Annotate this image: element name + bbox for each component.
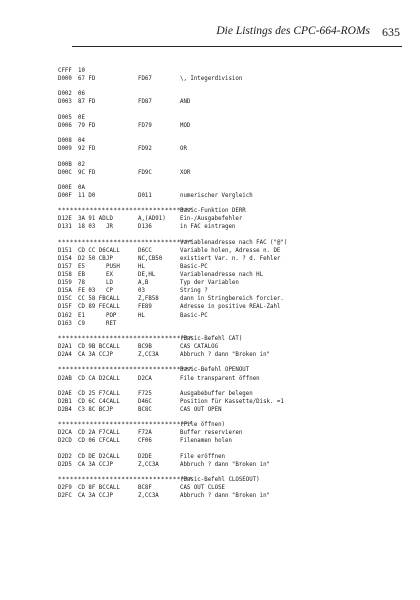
comment: File eröffnen: [180, 453, 226, 460]
listing-row: [58, 271, 403, 279]
address: D2AB: [58, 375, 72, 382]
operand: D2CA: [138, 375, 152, 382]
listing-row: [58, 375, 403, 383]
comment: Variablenadresse nach HL: [180, 272, 264, 279]
separator-stars: **********************************: [58, 477, 193, 484]
address: D00E: [58, 184, 72, 191]
address: D15F: [58, 304, 72, 311]
opcode-bytes: CA 3A CC: [78, 461, 106, 468]
mnemonic: CALL: [106, 453, 120, 460]
separator-stars: **********************************: [58, 367, 193, 374]
listing-blank-line: [58, 446, 403, 453]
listing-row: [58, 279, 403, 287]
opcode-bytes: 67 FD: [78, 76, 96, 83]
mnemonic: JP: [106, 406, 113, 413]
mnemonic: CALL: [106, 398, 120, 405]
operand: BC9B: [138, 344, 152, 351]
mnemonic: CALL: [106, 390, 120, 397]
page-number: 635: [382, 25, 400, 39]
mnemonic: LD: [106, 280, 113, 287]
operand: D2DE: [138, 453, 152, 460]
opcode-bytes: C3 8C BC: [78, 406, 106, 413]
mnemonic: JP: [106, 255, 113, 262]
address: D2FC: [58, 493, 72, 500]
opcode-bytes: CD CC D6: [78, 247, 106, 254]
operand: HL: [138, 264, 145, 270]
operand: D6CC: [138, 247, 152, 254]
opcode-bytes: CD 9B BC: [78, 344, 106, 351]
mnemonic: CALL: [106, 438, 120, 445]
mnemonic: RET: [106, 320, 117, 327]
separator-stars: **********************************: [58, 422, 193, 429]
opcode-bytes: CD 6C C4: [78, 398, 106, 405]
listing-section-header: [58, 421, 403, 429]
address: D15C: [58, 296, 72, 303]
operand: A,B: [138, 280, 149, 287]
listing-row: [58, 429, 403, 437]
operand: Z,CC3A: [138, 493, 159, 500]
listing-row: [58, 122, 403, 130]
listing-row: [58, 75, 403, 83]
opcode-bytes: 3A 91 AD: [78, 216, 106, 223]
address: D2F9: [58, 485, 72, 492]
mnemonic: JP: [106, 493, 113, 500]
comment: Position für Kassette/Disk. =1: [180, 398, 284, 405]
comment: OR: [180, 146, 187, 153]
address: D15A: [58, 288, 72, 295]
listing-row: [58, 390, 403, 398]
listing-row: [58, 263, 403, 271]
comment: dann in Stringbereich forcier.: [180, 296, 284, 303]
comment: \, Integerdivision: [180, 76, 243, 83]
mnemonic: CALL: [106, 344, 120, 351]
comment: File transparent öffnen: [180, 375, 260, 382]
opcode-bytes: 06: [78, 91, 85, 98]
operand: Z,FB58: [138, 296, 159, 303]
listing-blank-line: [58, 232, 403, 239]
mnemonic: POP: [106, 312, 117, 319]
listing-blank-line: [58, 153, 403, 160]
address: D002: [58, 91, 72, 98]
address: D2CA: [58, 430, 72, 437]
listing-row: [58, 343, 403, 351]
listing-row: [58, 437, 403, 445]
opcode-bytes: 04: [78, 138, 85, 145]
opcode-bytes: 10: [78, 68, 85, 74]
listing-blank-line: [58, 383, 403, 390]
address: D008: [58, 138, 72, 145]
comment: Filenamen holen: [180, 438, 232, 445]
opcode-bytes: 0E: [78, 114, 85, 121]
mnemonic: CALL: [106, 304, 120, 311]
listing-row: [58, 184, 403, 192]
comment: XOR: [180, 169, 191, 176]
comment: numerischer Vergleich: [180, 192, 253, 199]
listing-section-header: [58, 476, 403, 484]
mnemonic: JP: [106, 461, 113, 468]
listing-row: [58, 223, 403, 231]
comment: Ein-/Ausgabefehler: [180, 216, 243, 223]
page-header: [0, 25, 400, 41]
operand: 03: [138, 288, 145, 295]
listing-row: [58, 320, 403, 328]
listing-row: [58, 287, 403, 295]
listing-section-header: [58, 335, 403, 343]
mnemonic: CALL: [106, 247, 120, 254]
operand: BC8F: [138, 485, 152, 492]
listing-blank-line: [58, 130, 403, 137]
listing-row: [58, 351, 403, 359]
section-title: Variablenadresse nach FAC ("@"): [180, 239, 288, 246]
address: D157: [58, 264, 72, 270]
separator-stars: **********************************: [58, 239, 193, 246]
listing-row: [58, 295, 403, 303]
operand: A,(AD91): [138, 216, 166, 223]
listing-blank-line: [58, 414, 403, 421]
opcode-bytes: EB: [78, 272, 85, 279]
address: D2B4: [58, 406, 72, 413]
operand: FD87: [138, 99, 152, 106]
listing-row: [58, 484, 403, 492]
listing-row: [58, 453, 403, 461]
comment: Abbruch ? dann "Broken in": [180, 352, 271, 359]
mnemonic: PUSH: [106, 264, 120, 270]
address: D005: [58, 114, 72, 121]
listing-row: [58, 303, 403, 311]
opcode-bytes: 0A: [78, 184, 85, 191]
listing-blank-line: [58, 469, 403, 476]
opcode-bytes: CD 06 CF: [78, 438, 106, 445]
operand: CF06: [138, 438, 152, 445]
operand: HL: [138, 312, 145, 319]
operand: BC8C: [138, 406, 152, 413]
address: D2AE: [58, 390, 72, 397]
address: D2A1: [58, 344, 72, 351]
listing-row: [58, 398, 403, 406]
address: D2A4: [58, 352, 72, 359]
opcode-bytes: CA 3A CC: [78, 493, 106, 500]
opcode-bytes: CD CA D2: [78, 375, 106, 382]
mnemonic: JP: [106, 352, 113, 359]
address: D00B: [58, 161, 72, 168]
comment: Abbruch ? dann "Broken in": [180, 493, 271, 500]
comment: String ?: [180, 288, 208, 295]
address: D009: [58, 146, 72, 153]
address: D006: [58, 122, 72, 129]
comment: MOD: [180, 122, 191, 129]
operand: Z,CC3A: [138, 461, 159, 468]
operand: F72A: [138, 430, 152, 437]
address: D2D2: [58, 453, 72, 460]
opcode-bytes: 18 03: [78, 224, 96, 231]
operand: D136: [138, 224, 152, 231]
listing-section-header: [58, 207, 403, 215]
listing-row: [58, 137, 403, 145]
address: D2D5: [58, 461, 72, 468]
opcode-bytes: CD 89 FE: [78, 304, 106, 311]
assembly-listing: [58, 67, 403, 500]
section-title: (File öffnen): [180, 422, 226, 429]
listing-row: [58, 492, 403, 500]
listing-blank-line: [58, 177, 403, 184]
address: D12E: [58, 216, 72, 223]
running-title: Die Listings des CPC-664-ROMs: [216, 25, 370, 37]
listing-row: [58, 161, 403, 169]
section-title: (Basic-Befehl CLOSEOUT): [180, 477, 260, 484]
listing-section-header: [58, 366, 403, 374]
comment: Abbruch ? dann "Broken in": [180, 461, 271, 468]
listing-row: [58, 67, 403, 75]
opcode-bytes: E5: [78, 264, 85, 270]
operand: D011: [138, 192, 152, 199]
comment: AND: [180, 99, 191, 106]
listing-blank-line: [58, 107, 403, 114]
address: D131: [58, 224, 72, 231]
address: D151: [58, 247, 72, 254]
mnemonic: CALL: [106, 375, 120, 382]
opcode-bytes: CD 8F BC: [78, 485, 106, 492]
address: D2B1: [58, 398, 72, 405]
comment: Buffer reservieren: [180, 430, 243, 437]
comment: CAS OUT CLOSE: [180, 485, 226, 492]
section-title: Basic-Befehl OPENOUT: [180, 367, 250, 374]
comment: Ausgabebuffer belegen: [180, 390, 253, 397]
comment: Adresse in positive REAL-Zahl: [180, 304, 281, 311]
operand: FD67: [138, 76, 152, 83]
operand: FD9C: [138, 169, 152, 176]
opcode-bytes: CD 25 F7: [78, 390, 106, 397]
opcode-bytes: FE 03: [78, 288, 96, 295]
address: D000: [58, 76, 72, 83]
mnemonic: JR: [106, 224, 113, 231]
header-rule: [72, 46, 402, 47]
opcode-bytes: 79 FD: [78, 122, 96, 129]
address: D158: [58, 272, 72, 279]
address: D162: [58, 312, 72, 319]
opcode-bytes: 78: [78, 280, 85, 287]
address: D2CD: [58, 438, 72, 445]
operand: FD79: [138, 122, 152, 129]
listing-blank-line: [58, 83, 403, 90]
operand: FE89: [138, 304, 152, 311]
opcode-bytes: CC 58 FB: [78, 296, 106, 303]
comment: Basic-PC: [180, 264, 208, 270]
mnemonic: CP: [106, 288, 113, 295]
operand: Z,CC3A: [138, 352, 159, 359]
listing-row: [58, 114, 403, 122]
separator-stars: **********************************: [58, 335, 193, 342]
operand: D46C: [138, 398, 152, 405]
comment: existiert Var. n. ? d. Fehler: [180, 255, 281, 262]
listing-row: [58, 461, 403, 469]
listing-row: [58, 215, 403, 223]
operand: F725: [138, 390, 152, 397]
opcode-bytes: CD 2A F7: [78, 430, 106, 437]
address: D00C: [58, 169, 72, 176]
mnemonic: LD: [106, 216, 113, 223]
opcode-bytes: C9: [78, 320, 85, 327]
operand: NC,CB50: [138, 255, 163, 262]
operand: DE,HL: [138, 272, 156, 279]
mnemonic: CALL: [106, 296, 120, 303]
opcode-bytes: 9C FD: [78, 169, 96, 176]
mnemonic: CALL: [106, 485, 120, 492]
opcode-bytes: E1: [78, 312, 85, 319]
listing-row: [58, 98, 403, 106]
comment: CAS OUT OPEN: [180, 406, 222, 413]
section-title: Basic-Funktion DERR: [180, 208, 246, 215]
opcode-bytes: 92 FD: [78, 146, 96, 153]
address: D154: [58, 255, 72, 262]
opcode-bytes: 11 D0: [78, 192, 96, 199]
listing-row: [58, 192, 403, 200]
opcode-bytes: 87 FD: [78, 99, 96, 106]
listing-blank-line: [58, 200, 403, 207]
listing-blank-line: [58, 359, 403, 366]
listing-row: [58, 406, 403, 414]
listing-row: [58, 169, 403, 177]
address: D003: [58, 99, 72, 106]
mnemonic: EX: [106, 272, 113, 279]
address: CFFF: [58, 68, 72, 74]
opcode-bytes: CA 3A CC: [78, 352, 106, 359]
listing-row: [58, 90, 403, 98]
address: D163: [58, 320, 72, 327]
comment: Typ der Variablen: [180, 280, 239, 287]
comment: Variable holen, Adresse n. DE: [180, 247, 281, 254]
listing-row: [58, 312, 403, 320]
opcode-bytes: CD DE D2: [78, 453, 106, 460]
opcode-bytes: 02: [78, 161, 85, 168]
listing-row: [58, 145, 403, 153]
comment: Basic-PC: [180, 312, 208, 319]
listing-section-header: [58, 239, 403, 247]
section-title: (Basic-Befehl CAT): [180, 335, 243, 342]
separator-stars: **********************************: [58, 208, 193, 215]
operand: FD92: [138, 146, 152, 153]
comment: CAS CATALOG: [180, 344, 219, 351]
opcode-bytes: D2 50 CB: [78, 255, 106, 262]
listing-row: [58, 247, 403, 255]
address: D00F: [58, 192, 72, 199]
comment: in FAC eintragen: [180, 224, 236, 231]
mnemonic: CALL: [106, 430, 120, 437]
listing-row: [58, 255, 403, 263]
address: D159: [58, 280, 72, 287]
listing-blank-line: [58, 328, 403, 335]
